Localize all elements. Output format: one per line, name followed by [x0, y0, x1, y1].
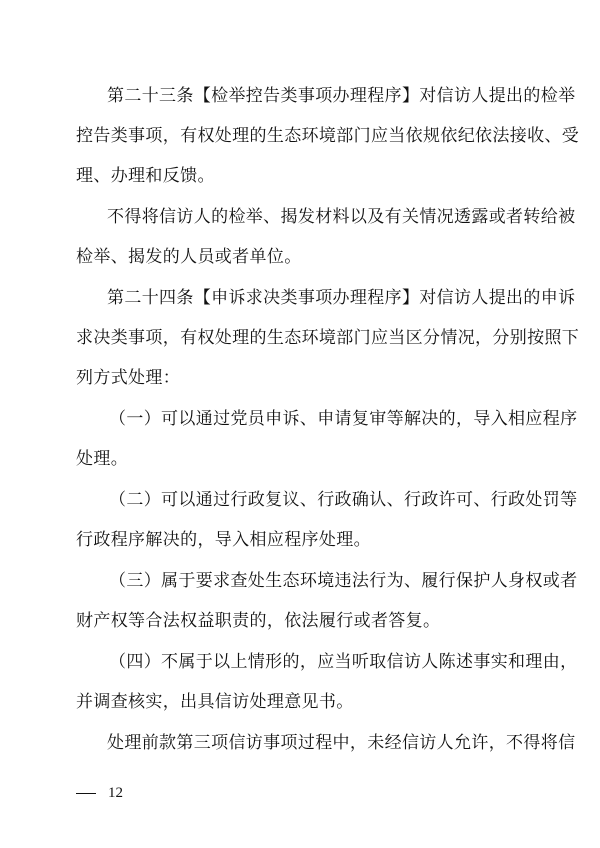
- text-line: 处理。: [76, 449, 129, 469]
- text-line: 理、办理和反馈。: [76, 166, 215, 186]
- page-footer: [76, 783, 123, 803]
- text-line: 不得将信访人的检举、揭发材料以及有关情况透露或者转给被: [107, 207, 576, 227]
- text-line: 控告类事项，有权处理的生态环境部门应当依规依纪依法接收、受: [76, 126, 580, 146]
- text-line: 检举、揭发的人员或者单位。: [76, 247, 302, 267]
- text-line: 第二十四条【申诉求决类事项办理程序】对信访人提出的申诉: [107, 288, 576, 308]
- text-line: 并调查核实，出具信访处理意见书。: [76, 692, 354, 712]
- text-line: （三）属于要求查处生态环境违法行为、履行保护人身权或者: [109, 571, 578, 591]
- text-line: （一）可以通过党员申诉、申请复审等解决的，导入相应程序: [109, 409, 578, 429]
- text-line: 列方式处理：: [76, 368, 181, 388]
- text-line: 第二十三条【检举控告类事项办理程序】对信访人提出的检举: [107, 86, 576, 106]
- text-line: （二）可以通过行政复议、行政确认、行政许可、行政处罚等: [109, 490, 578, 510]
- text-line: 财产权等合法权益职责的，依法履行或者答复。: [76, 611, 441, 631]
- text-line: 处理前款第三项信访事项过程中，未经信访人允许，不得将信: [107, 733, 576, 753]
- text-line: 求决类事项，有权处理的生态环境部门应当区分情况，分别按照下: [76, 328, 580, 348]
- footer-dash: [76, 793, 96, 794]
- text-line: （四）不属于以上情形的，应当听取信访人陈述事实和理由，: [109, 652, 578, 672]
- text-line: 行政程序解决的，导入相应程序处理。: [76, 530, 371, 550]
- page-number: 12: [108, 785, 123, 801]
